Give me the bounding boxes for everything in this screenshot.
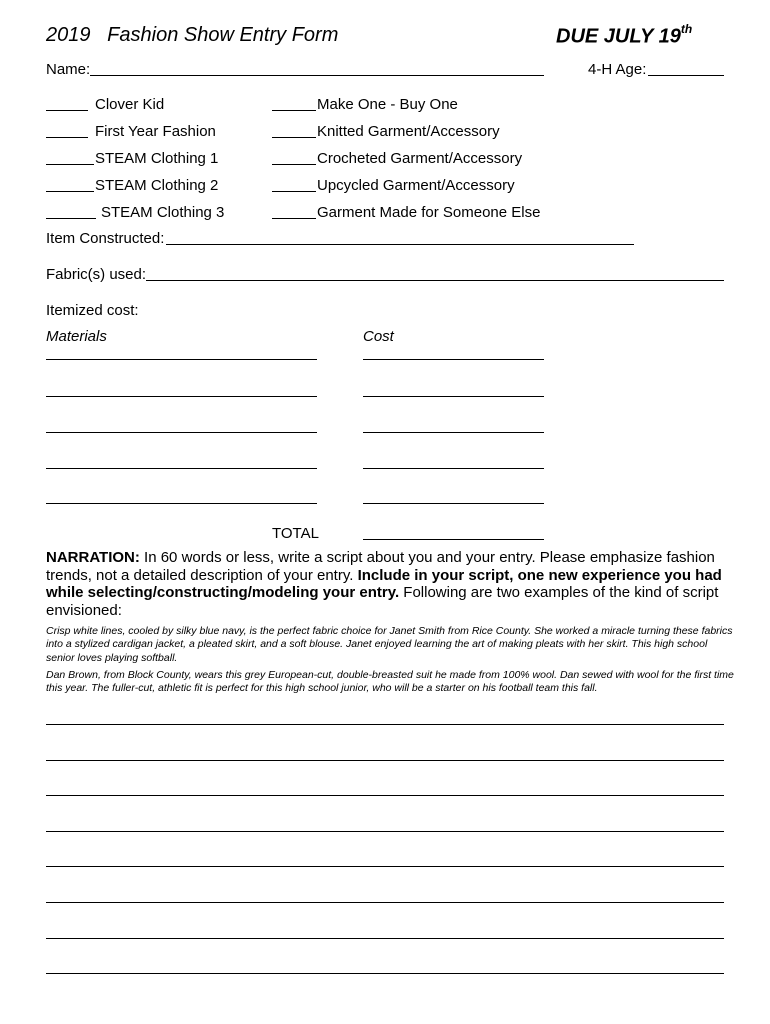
- category-blank[interactable]: [46, 164, 94, 165]
- narration-line[interactable]: [46, 724, 724, 725]
- age-field[interactable]: [648, 75, 724, 76]
- category-blank[interactable]: [46, 110, 88, 111]
- narration-text-2: Following are two examples of the kind of script envisioned:: [46, 584, 719, 619]
- category-crocheted-garment: Crocheted Garment/Accessory: [317, 150, 523, 167]
- fabrics-label: Fabric(s) used:: [46, 266, 147, 283]
- narration-example-1: Crisp white lines, cooled by silky blue navy, is the perfect fabric choice for Janet Smith from Rice County. She worked a miracle turning these fabrics into a stylized cardigan jacket, a pleated skirt, and a soft blouse. Janet enjoyed learning the art of making pleats with her skirt. This high school senior loves playing softball.: [46, 625, 733, 664]
- materials-header: Materials: [46, 328, 107, 345]
- material-field[interactable]: [46, 432, 317, 433]
- narration-text-1: In 60 words or less, write a script about you and your entry. Please emphasize fashion trends, not a detailed description of your entry.: [46, 549, 715, 584]
- category-steam-clothing-3: STEAM Clothing 3: [101, 204, 225, 221]
- narration-line[interactable]: [46, 760, 724, 761]
- item-constructed-label: Item Constructed:: [46, 230, 165, 247]
- name-label: Name:: [46, 61, 91, 78]
- category-upcycled-garment: Upcycled Garment/Accessory: [317, 177, 515, 194]
- cost-field[interactable]: [363, 359, 544, 360]
- due-date-suffix: th: [680, 22, 693, 36]
- category-blank[interactable]: [272, 110, 316, 111]
- item-constructed-field[interactable]: [166, 244, 634, 245]
- narration-line[interactable]: [46, 866, 724, 867]
- cost-field[interactable]: [363, 432, 544, 433]
- category-garment-for-someone-else: Garment Made for Someone Else: [317, 204, 541, 221]
- material-field[interactable]: [46, 359, 317, 360]
- itemized-cost-label: Itemized cost:: [46, 302, 139, 319]
- name-field[interactable]: [90, 75, 544, 76]
- narration-line[interactable]: [46, 831, 724, 832]
- form-title: 2019 Fashion Show Entry Form: [46, 24, 339, 46]
- narration-bold-text: Include in your script, one new experience you had while selecting/constructing/modeling your entry.: [46, 566, 722, 601]
- narration-instructions: [46, 549, 736, 619]
- category-blank[interactable]: [272, 164, 316, 165]
- material-field[interactable]: [46, 396, 317, 397]
- material-field[interactable]: [46, 503, 317, 504]
- narration-line[interactable]: [46, 795, 724, 796]
- category-blank[interactable]: [272, 137, 316, 138]
- category-steam-clothing-2: STEAM Clothing 2: [95, 177, 219, 194]
- due-date: [556, 24, 692, 49]
- category-steam-clothing-1: STEAM Clothing 1: [95, 150, 219, 167]
- category-blank[interactable]: [272, 191, 316, 192]
- total-field[interactable]: [363, 539, 544, 540]
- total-label: TOTAL: [272, 525, 319, 542]
- category-clover-kid: Clover Kid: [95, 96, 165, 113]
- category-blank[interactable]: [46, 137, 88, 138]
- due-date-main: DUE JULY 19: [556, 25, 681, 48]
- fabrics-field[interactable]: [146, 280, 724, 281]
- narration-label: NARRATION:: [46, 549, 140, 566]
- narration-example-2: Dan Brown, from Block County, wears this grey European-cut, double-breasted suit he made from 100% wool. Dan sewed with wool for the first time this year. The fuller-cut, athletic fit is perfect for this high school junior, who will be a starter on his football team this fall.: [46, 669, 734, 695]
- category-make-one-buy-one: Make One - Buy One: [317, 96, 458, 113]
- cost-header: Cost: [363, 328, 394, 345]
- category-knitted-garment: Knitted Garment/Accessory: [317, 123, 500, 140]
- narration-line[interactable]: [46, 902, 724, 903]
- category-blank[interactable]: [46, 218, 96, 219]
- narration-line[interactable]: [46, 973, 724, 974]
- age-label: 4-H Age:: [588, 61, 647, 78]
- cost-field[interactable]: [363, 396, 544, 397]
- category-first-year-fashion: First Year Fashion: [95, 123, 216, 140]
- category-blank[interactable]: [272, 218, 316, 219]
- cost-field[interactable]: [363, 468, 544, 469]
- cost-field[interactable]: [363, 503, 544, 504]
- material-field[interactable]: [46, 468, 317, 469]
- narration-line[interactable]: [46, 938, 724, 939]
- category-blank[interactable]: [46, 191, 94, 192]
